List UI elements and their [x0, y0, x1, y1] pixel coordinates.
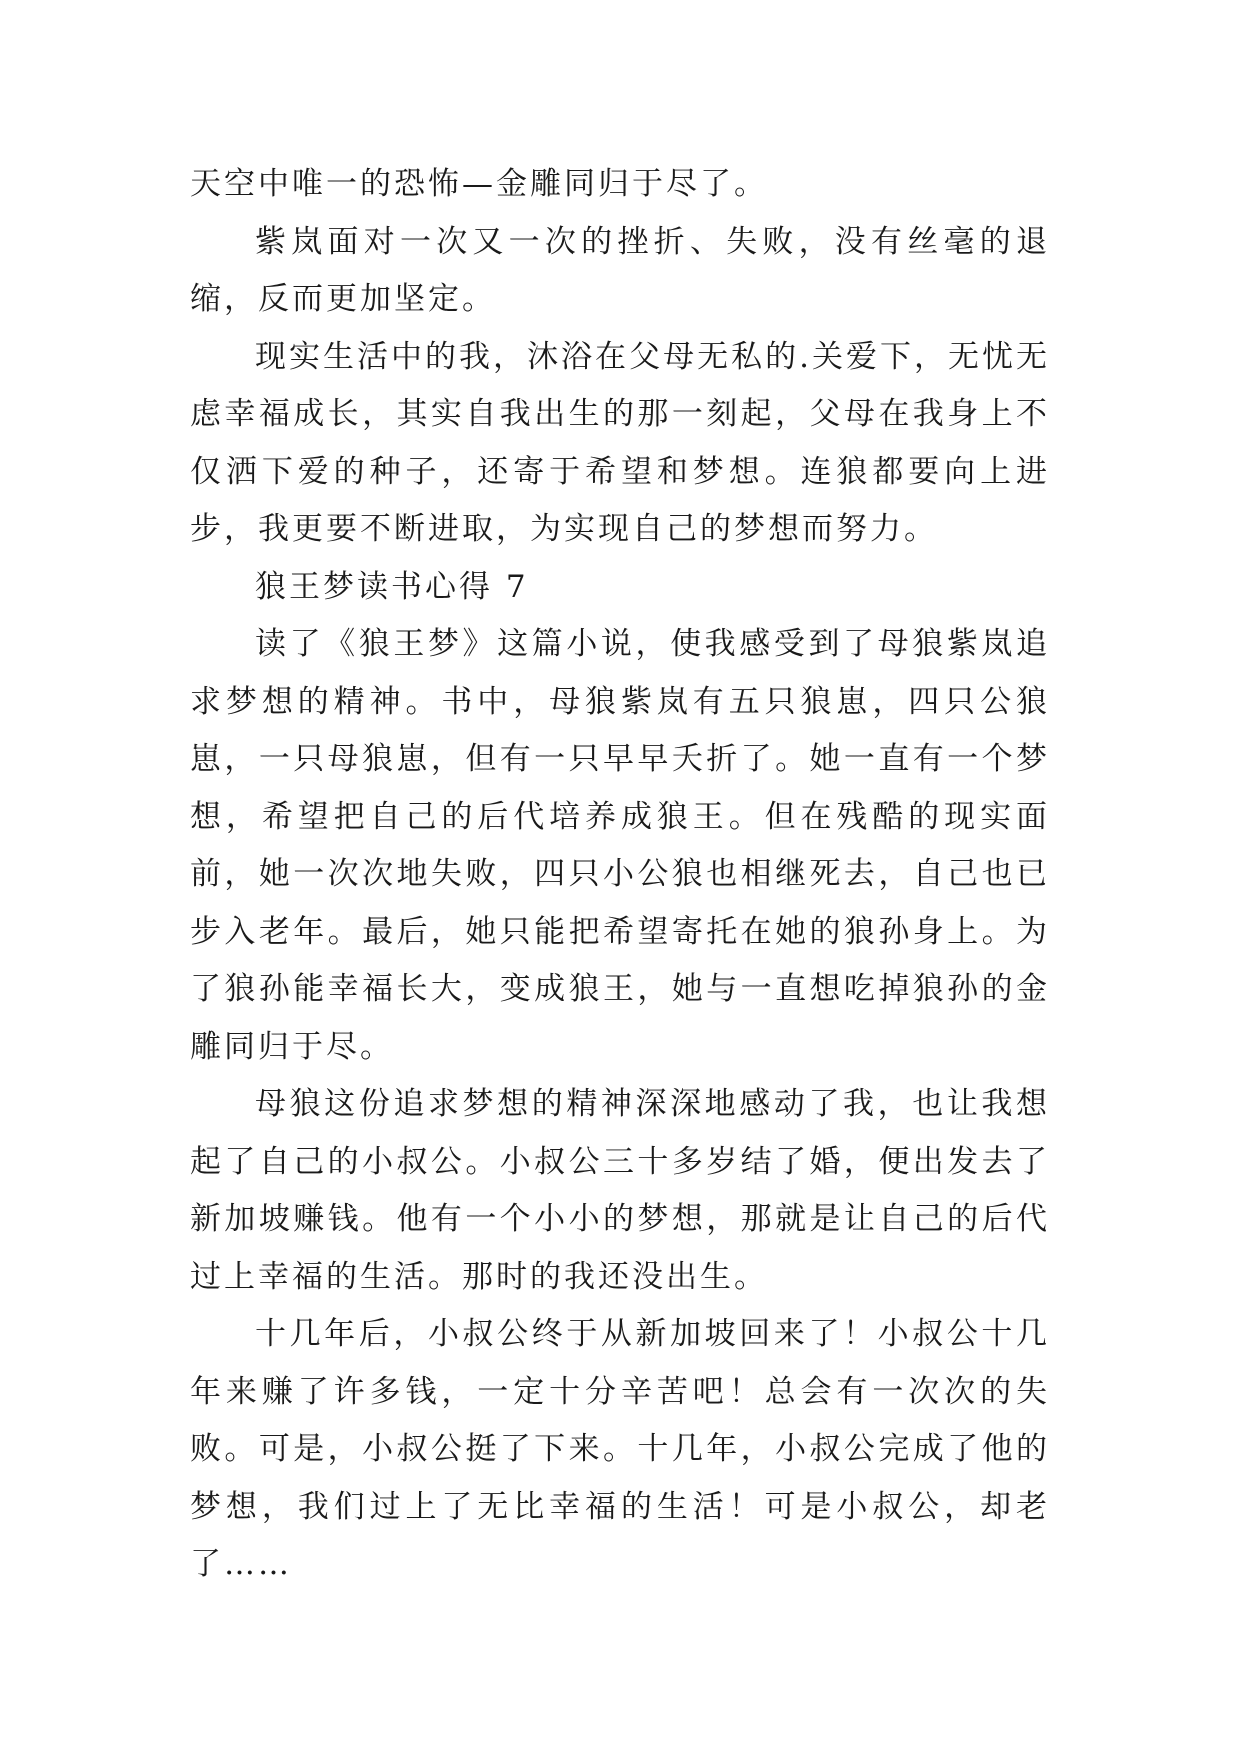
paragraph-continuation: 天空中唯一的恐怖—金雕同归于尽了。: [190, 166, 768, 202]
section-heading: 狼王梦读书心得 7: [255, 568, 529, 605]
paragraph-return: 十几年后，小叔公终于从新加坡回来了！小叔公十几年来赚了许多钱，一定十分辛苦吧！总会有一次次的失败。可是，小叔公挺了下来。十几年，小叔公完成了他的梦想，我们过上了无比幸福的生活！可是小叔公，却老: [190, 1316, 1050, 1525]
document-body: [190, 156, 1050, 1594]
paragraph-real-life: 现实生活中的我，沐浴在父母无私的.关爱下，无忧无虑幸福成长，其实自我出生的那一刻起，父母在我身上不仅洒下爱的种子，还寄于希望和梦想。连狼都要向上进步，我更要不断进取，为实现自己的梦想而努力。: [190, 338, 1050, 547]
paragraph-uncle: 母狼这份追求梦想的精神深深地感动了我，也让我想起了自己的小叔公。小叔公三十多岁结了婚，便出发去了新加坡赚钱。他有一个小小的梦想，那就是让自己的后代过上幸福的生活。那时的我还没出生。: [190, 1086, 1050, 1295]
paragraph-return-end: 了……: [190, 1546, 292, 1582]
paragraph-setbacks: 紫岚面对一次又一次的挫折、失败，没有丝毫的退缩，反而更加坚定。: [190, 223, 1050, 317]
paragraph-summary: 读了《狼王梦》这篇小说，使我感受到了母狼紫岚追求梦想的精神。书中，母狼紫岚有五只狼崽，四只公狼崽，一只母狼崽，但有一只早早夭折了。她一直有一个梦想，希望把自己的后代培养成狼王。但在残酷的现实面前，她一次次地失败，四只小公狼也相继死去，自己也已步入老年。最后，她只能把希望寄托在她的狼孙身上。为了狼孙能幸福长大，变成狼王，她与一直想吃掉狼孙的金雕同归于尽。: [190, 626, 1050, 1065]
